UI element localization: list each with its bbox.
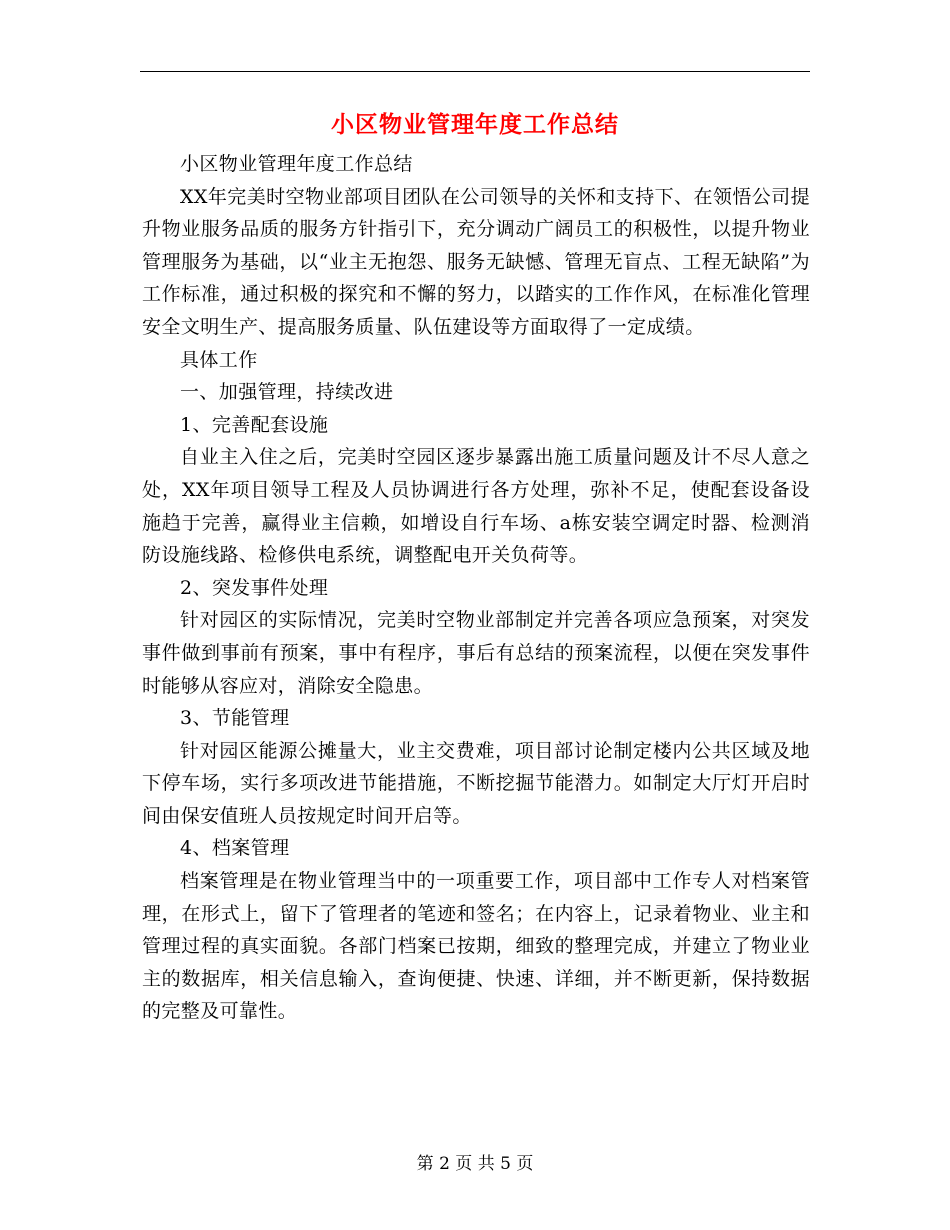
subsection-heading-energy: 3、节能管理 <box>180 707 290 730</box>
paragraph-facilities: 自业主入住之后，完美时空园区逐步暴露出施工质量问题及计不尽人意之处，XX年项目领导工程及人员协调进行各方处理，弥补不足，使配套设备设施趋于完善，赢得业主信赖，如增设自行车场、a栋安装空调定时器、检测消防设施线路、检修供电系统，调整配电开关负荷等。 <box>142 446 810 567</box>
document-title: 小区物业管理年度工作总结 <box>331 111 619 138</box>
section-heading-1: 一、加强管理，持续改进 <box>180 381 394 404</box>
header-rule <box>140 71 810 72</box>
document-body <box>142 148 810 1028</box>
page-number-footer: 第 2 页 共 5 页 <box>416 1154 534 1174</box>
paragraph-archives: 档案管理是在物业管理当中的一项重要工作，项目部中工作专人对档案管理，在形式上，留下了管理者的笔迹和签名；在内容上，记录着物业、业主和管理过程的真实面貌。各部门档案已按期，细致的整理完成，并建立了物业业主的数据库，相关信息输入，查询便捷、快速、详细，并不断更新，保持数据的完整及可靠性。 <box>142 870 810 1023</box>
paragraph-emergency: 针对园区的实际情况，完美时空物业部制定并完善各项应急预案，对突发事件做到事前有预案，事中有程序，事后有总结的预案流程，以便在突发事件时能够从容应对，消除安全隐患。 <box>142 609 810 697</box>
paragraph-intro: XX年完美时空物业部项目团队在公司领导的关怀和支持下、在领悟公司提升物业服务品质的服务方针指引下，充分调动广阔员工的积极性，以提升物业管理服务为基础，以“业主无抱怨、服务无缺憾、管理无盲点、工程无缺陷”为工作标准，通过积极的探究和不懈的努力，以踏实的工作作风，在标准化管理安全文明生产、提高服务质量、队伍建设等方面取得了一定成绩。 <box>142 185 810 338</box>
subsection-heading-facilities: 1、完善配套设施 <box>180 413 329 436</box>
paragraph-energy: 针对园区能源公摊量大，业主交费难，项目部讨论制定楼内公共区域及地下停车场，实行多项改进节能措施，不断挖掘节能潜力。如制定大厅灯开启时间由保安值班人员按规定时间开启等。 <box>142 739 810 827</box>
subsection-heading-archives: 4、档案管理 <box>180 837 290 860</box>
paragraph-subtitle: 小区物业管理年度工作总结 <box>180 153 413 175</box>
section-heading-specific-work: 具体工作 <box>180 348 258 371</box>
subsection-heading-emergency: 2、突发事件处理 <box>180 576 329 599</box>
